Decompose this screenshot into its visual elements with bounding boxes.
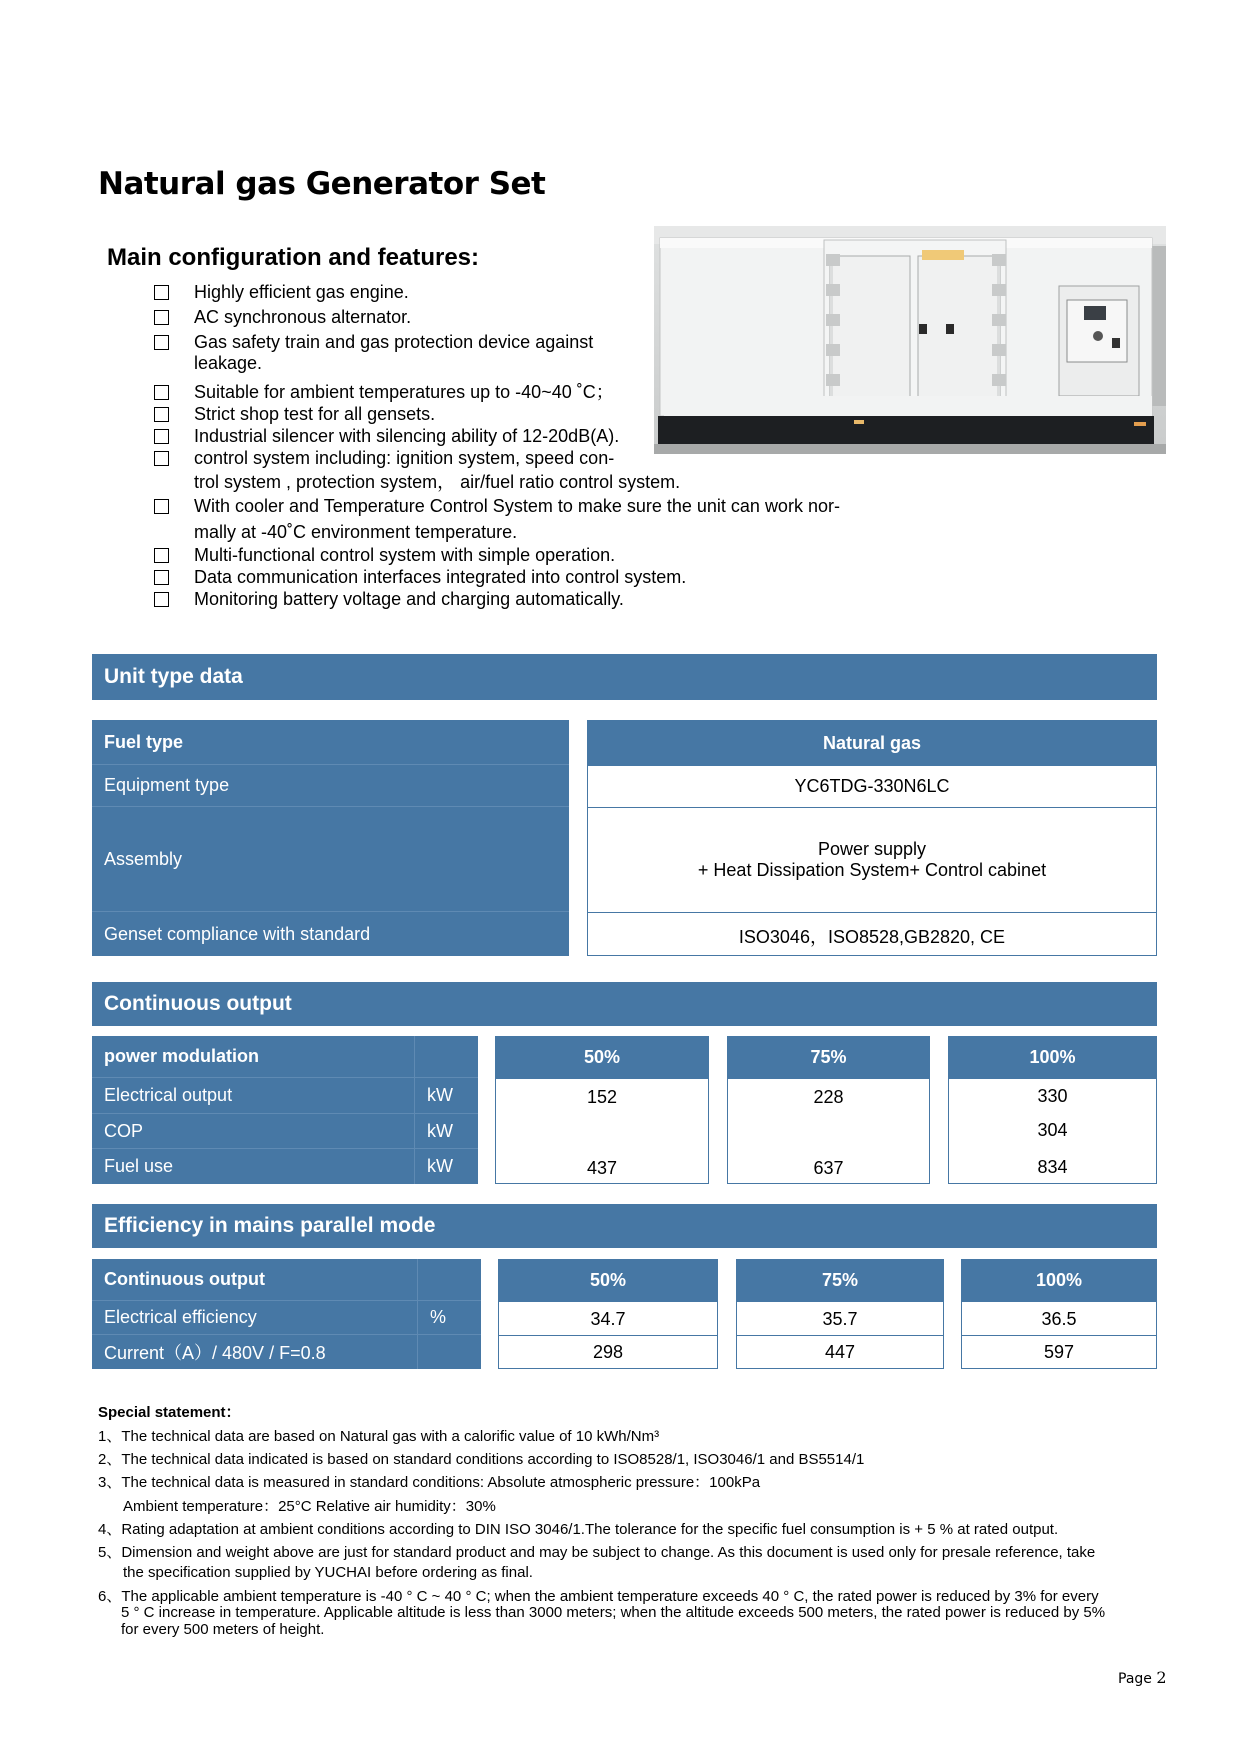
page-label: Page (1118, 1671, 1152, 1687)
feature-text: control system including: ignition system, speed con- (194, 448, 615, 468)
feature-text: With cooler and Temperature Control System to make sure the unit can work nor- (194, 496, 840, 516)
note-line: 6、The applicable ambient temperature is -40 ° C ~ 40 ° C; when the ambient temperature exceeds 40 ° C, the rated power is reduced by 3% for every (98, 1588, 1099, 1605)
note-line: 3、The technical data is measured in standard conditions: Absolute atmospheric pressure：100kPa (98, 1474, 761, 1491)
note-line: 5 ° C increase in temperature. Applicable altitude is less than 3000 meters; when the altitude exceeds 500 meters, the rated power is reduced by 5% (121, 1604, 1106, 1621)
feature-text: Highly efficient gas engine. (194, 282, 409, 302)
value-cell: 35.7 (822, 1308, 858, 1329)
column-header-75: 75% (736, 1259, 944, 1302)
unit-cell: kW (414, 1078, 478, 1114)
checkbox-icon (154, 548, 169, 563)
unit-type-label-column (92, 720, 569, 956)
efficiency-column-100 (961, 1259, 1157, 1369)
unit-cell: kW (414, 1114, 478, 1149)
checkbox-icon (154, 385, 169, 400)
note-line: Ambient temperature：25°C Relative air humidity：30% (123, 1498, 496, 1515)
note-line: for every 500 meters of height. (121, 1621, 325, 1638)
unit-header-cell (417, 1259, 481, 1301)
efficiency-column-75 (736, 1259, 944, 1369)
feature-text: trol system , protection system， air/fuel ratio control system. (194, 472, 681, 492)
efficiency-label-column (92, 1259, 481, 1369)
generator-enclosure-illustration (654, 226, 1166, 454)
row-label-compliance: Genset compliance with standard (104, 923, 371, 944)
feature-text: AC synchronous alternator. (194, 307, 412, 327)
special-statement-title: Special statement： (98, 1404, 241, 1421)
value-cell: 36.5 (1041, 1308, 1077, 1329)
feature-text: Multi-functional control system with simple operation. (194, 545, 616, 565)
unit-header-cell (414, 1036, 478, 1078)
section-header-unit-type: Unit type data (92, 654, 1157, 700)
row-label-cop: COP (92, 1114, 414, 1149)
continuous-output-column-100 (948, 1036, 1157, 1184)
value-cell: 330 (1037, 1085, 1068, 1106)
checkbox-icon (154, 499, 169, 514)
compliance-value: ISO3046，ISO8528,GB2820, CE (588, 912, 1156, 955)
row-label-current: Current（A）/ 480V / F=0.8 (104, 1343, 326, 1363)
note-line: 5、Dimension and weight above are just for standard product and may be subject to change. As this document is used only for presale reference, take (98, 1544, 1096, 1561)
page-digit: 2 (1156, 1668, 1167, 1687)
unit-type-value-column (587, 720, 1157, 956)
value-cell: 834 (1037, 1156, 1068, 1177)
feature-text: mally at -40˚C environment temperature. (194, 522, 518, 542)
value-cell (496, 1115, 708, 1150)
note-line: 2、The technical data indicated is based on standard conditions according to ISO8528/1, ISO3046/1 and BS5514/1 (98, 1451, 865, 1468)
note-line: 4、Rating adaptation at ambient conditions according to DIN ISO 3046/1.The tolerance for the specific fuel consumption is + 5 % at rated output. (98, 1521, 1059, 1538)
features-heading: Main configuration and features: (107, 244, 480, 271)
section-header-continuous-output: Continuous output (92, 982, 1157, 1026)
continuous-output-column-50 (495, 1036, 709, 1184)
genset-photo (654, 226, 1166, 454)
row-label-electrical-efficiency: Electrical efficiency (92, 1301, 417, 1335)
value-cell: 298 (499, 1335, 717, 1369)
checkbox-icon (154, 429, 169, 444)
note-line: the specification supplied by YUCHAI before ordering as final. (123, 1564, 533, 1581)
value-cell: 228 (813, 1086, 844, 1107)
value-cell: 34.7 (590, 1308, 626, 1329)
continuous-output-column-75 (727, 1036, 930, 1184)
page-title: Natural gas Generator Set (98, 166, 546, 202)
unit-cell: % (417, 1301, 481, 1335)
value-cell (728, 1115, 929, 1150)
checkbox-icon (154, 451, 169, 466)
assembly-value-line: + Heat Dissipation System+ Control cabinet (697, 860, 1047, 880)
feature-text: Industrial silencer with silencing ability of 12-20dB(A). (194, 426, 620, 446)
feature-text: Strict shop test for all gensets. (194, 404, 436, 424)
value-cell: 447 (737, 1335, 943, 1369)
column-header-100: 100% (948, 1036, 1157, 1079)
checkbox-icon (154, 335, 169, 350)
continuous-output-label-column (92, 1036, 478, 1184)
column-header-50: 50% (495, 1036, 709, 1079)
row-label-continuous-output: Continuous output (92, 1259, 417, 1301)
row-label-electrical-output: Electrical output (92, 1078, 414, 1114)
feature-text: Data communication interfaces integrated into control system. (194, 567, 687, 587)
value-cell: 597 (962, 1335, 1156, 1369)
row-label-equipment-type: Equipment type (92, 765, 569, 807)
page-number (1118, 1668, 1167, 1687)
value-cell: 304 (1037, 1120, 1068, 1140)
checkbox-icon (154, 570, 169, 585)
row-label-power-modulation: power modulation (92, 1036, 414, 1078)
row-label-fuel-type: Fuel type (92, 720, 569, 765)
unit-cell (417, 1335, 481, 1369)
assembly-value (588, 807, 1156, 912)
row-label-assembly: Assembly (92, 807, 569, 912)
column-header-100: 100% (961, 1259, 1157, 1302)
feature-text: Gas safety train and gas protection device against leakage. (194, 332, 594, 373)
equipment-type-value: YC6TDG-330N6LC (794, 776, 950, 796)
feature-text: Monitoring battery voltage and charging automatically. (194, 589, 624, 609)
column-header-50: 50% (498, 1259, 718, 1302)
value-cell: 637 (813, 1157, 844, 1178)
checkbox-icon (154, 407, 169, 422)
fuel-type-value: Natural gas (587, 720, 1157, 766)
note-line: 1、The technical data are based on Natural gas with a calorific value of 10 kWh/Nm³ (98, 1428, 660, 1445)
assembly-value-line: Power supply (817, 839, 927, 859)
value-cell: 437 (586, 1157, 618, 1178)
efficiency-column-50 (498, 1259, 718, 1369)
column-header-75: 75% (727, 1036, 930, 1079)
checkbox-icon (154, 285, 169, 300)
feature-text: Suitable for ambient temperatures up to -40~40 ˚C； (194, 382, 614, 402)
unit-cell: kW (414, 1149, 478, 1184)
value-cell: 152 (586, 1086, 618, 1107)
row-label-fuel-use: Fuel use (104, 1156, 174, 1176)
checkbox-icon (154, 592, 169, 607)
section-header-efficiency: Efficiency in mains parallel mode (92, 1204, 1157, 1248)
checkbox-icon (154, 310, 169, 325)
